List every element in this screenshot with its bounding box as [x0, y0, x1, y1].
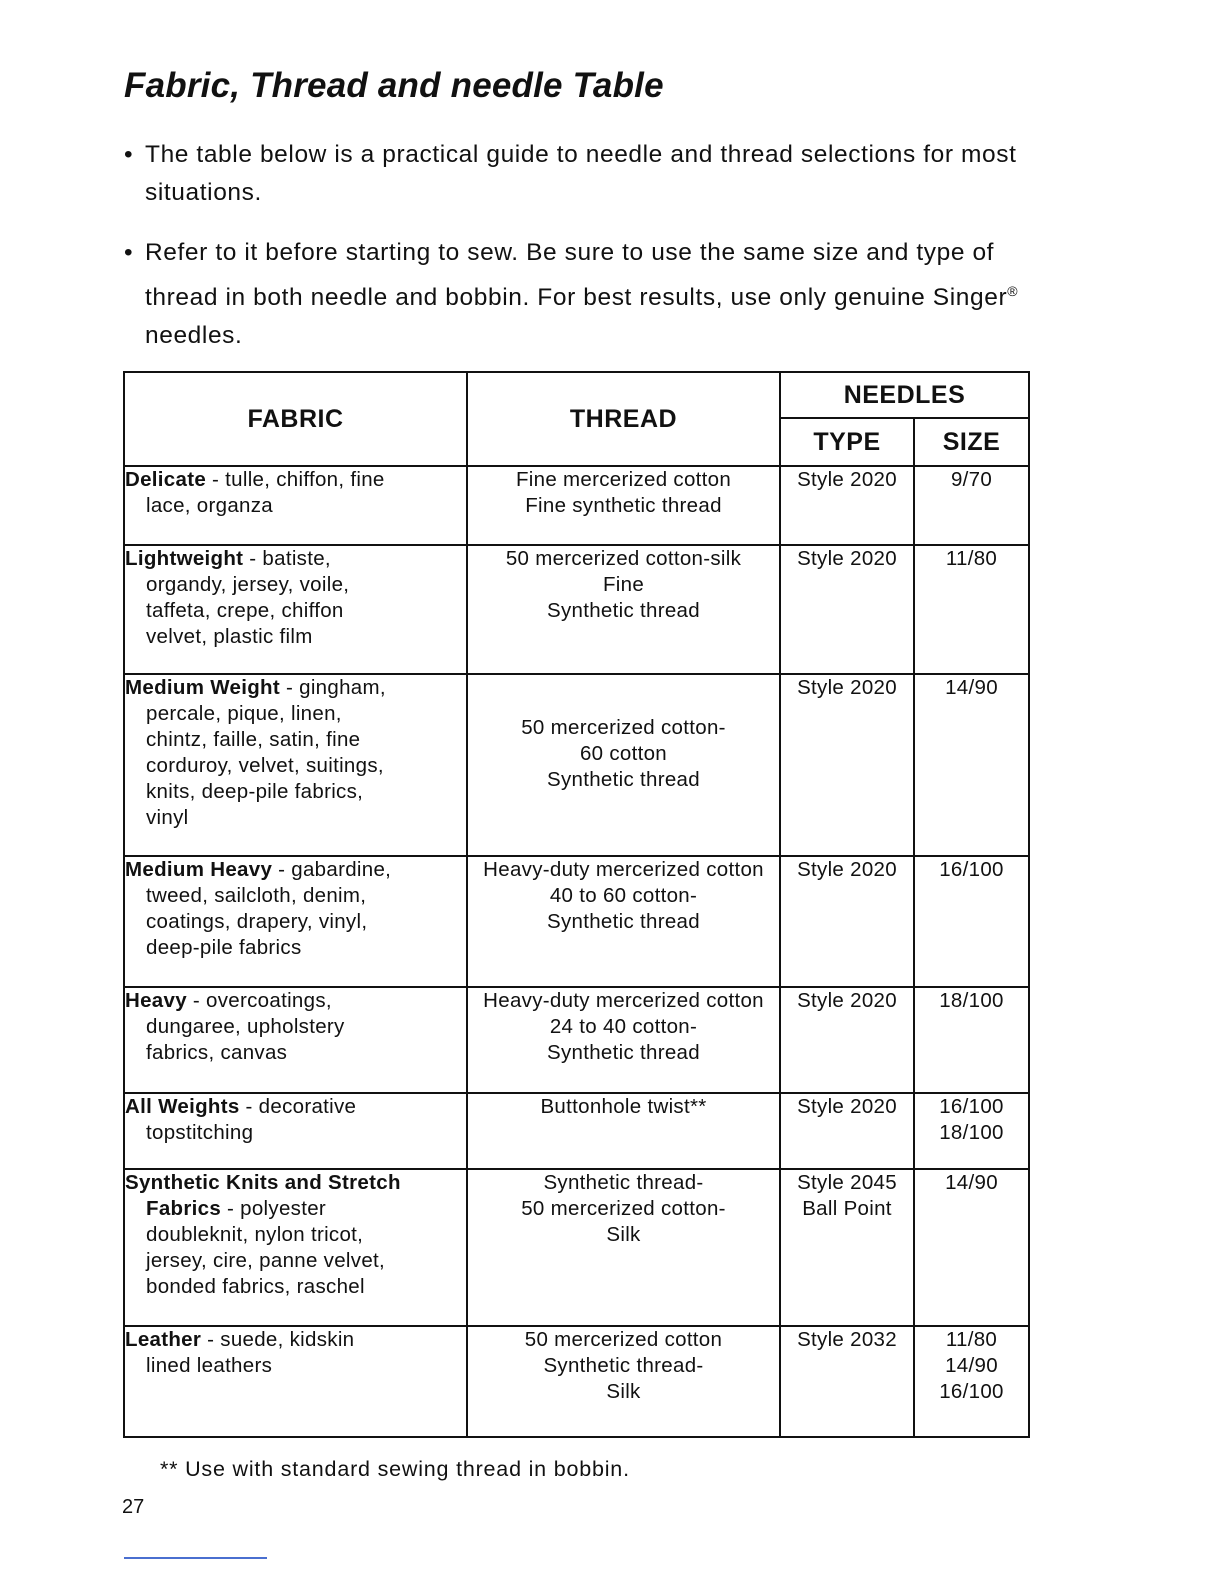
needle-type: Style 2020 — [797, 676, 897, 699]
needle-size: 16/100 — [939, 1380, 1004, 1403]
needle-type: Style 2020 — [797, 989, 897, 1012]
needle-type-cell — [780, 466, 914, 545]
fabric-cell — [124, 1326, 467, 1437]
thread-line: Silk — [606, 1223, 641, 1246]
fabric-first-line: - decorative — [239, 1095, 357, 1118]
header-needles: NEEDLES — [780, 372, 1029, 418]
thread-line: Fine synthetic thread — [525, 494, 722, 517]
fabric-more: vinyl — [146, 806, 189, 829]
registered-mark: ® — [1007, 283, 1019, 299]
needle-type-cell — [780, 545, 914, 674]
needle-type-cell — [780, 674, 914, 856]
fabric-first-line: - gabardine, — [272, 858, 392, 881]
thread-cell — [467, 466, 780, 545]
needle-type: Style 2020 — [797, 858, 897, 881]
fabric-first-line: - batiste, — [243, 547, 331, 570]
thread-cell — [467, 674, 780, 856]
fabric-first-line: - polyester — [221, 1197, 327, 1220]
needle-type-cell — [780, 1093, 914, 1169]
fabric-first-line: - tulle, chiffon, fine — [206, 468, 385, 491]
fabric-more: doubleknit, nylon tricot, — [146, 1223, 364, 1246]
thread-line: Silk — [606, 1380, 641, 1403]
thread-line: Fine mercerized cotton — [515, 468, 732, 491]
thread-cell — [467, 856, 780, 987]
needle-type: Style 2020 — [797, 468, 897, 491]
thread-line: Buttonhole twist** — [540, 1095, 707, 1118]
fabric-thread-needle-table — [123, 371, 1030, 1438]
fabric-more: jersey, cire, panne velvet, — [146, 1249, 386, 1272]
fabric-more: lined leathers — [146, 1354, 273, 1377]
needle-type-cell — [780, 1169, 914, 1326]
thread-line: 40 to 60 cotton- — [549, 884, 698, 907]
table-row — [124, 1169, 1029, 1326]
bullet-marker: • — [124, 239, 134, 266]
bullet-text: The table below is a practical guide to needle and thread selections for most situations. — [145, 141, 1017, 206]
needle-type: Style 2045 — [797, 1171, 897, 1194]
header-type: TYPE — [780, 418, 914, 466]
table-row — [124, 545, 1029, 674]
thread-line: 50 mercerized cotton- — [521, 1197, 726, 1220]
thread-cell — [467, 1169, 780, 1326]
needle-size: 18/100 — [939, 989, 1004, 1012]
needle-size-cell — [914, 1326, 1029, 1437]
thread-cell — [467, 1326, 780, 1437]
bullet-marker: • — [124, 141, 134, 168]
fabric-category: Medium Heavy — [125, 858, 273, 881]
needle-type: Ball Point — [802, 1197, 892, 1220]
fabric-category: Delicate — [125, 468, 207, 491]
needle-type-cell — [780, 987, 914, 1093]
fabric-more: topstitching — [146, 1121, 254, 1144]
fabric-more: dungaree, upholstery — [146, 1015, 345, 1038]
needle-type: Style 2032 — [797, 1328, 897, 1351]
bullet-text-end: needles. — [145, 322, 243, 349]
bullet-text — [124, 234, 1024, 355]
header-fabric: FABRIC — [124, 372, 467, 466]
needle-type-cell — [780, 856, 914, 987]
page-number: 27 — [122, 1496, 145, 1518]
fabric-cell — [124, 856, 467, 987]
needle-size: 9/70 — [950, 468, 993, 491]
needle-type-cell — [780, 1326, 914, 1437]
thread-line: Synthetic thread — [547, 599, 700, 622]
fabric-more: bonded fabrics, raschel — [146, 1275, 365, 1298]
thread-line: Synthetic thread- — [543, 1354, 704, 1377]
needle-size-cell — [914, 545, 1029, 674]
header-thread: THREAD — [467, 372, 780, 466]
bullet-text-main: Refer to it before starting to sew. Be sure to use the same size and type of thread in both needle and bobbin. For best results, use only genuine Singer — [145, 239, 1008, 311]
thread-line: Synthetic thread — [547, 910, 700, 933]
fabric-category: Lightweight — [125, 547, 244, 570]
table-row — [124, 1093, 1029, 1169]
table-row — [124, 466, 1029, 545]
fabric-first-line: - overcoatings, — [186, 989, 332, 1012]
thread-cell — [467, 545, 780, 674]
scan-edge-line — [124, 1557, 267, 1559]
needle-type: Style 2020 — [797, 1095, 897, 1118]
needle-size: 14/90 — [945, 676, 998, 699]
fabric-cell — [124, 545, 467, 674]
fabric-cell — [124, 1093, 467, 1169]
table-row — [124, 856, 1029, 987]
fabric-more: deep-pile fabrics — [146, 936, 302, 959]
needle-size-cell — [914, 987, 1029, 1093]
table-row — [124, 1326, 1029, 1437]
thread-line: 50 mercerized cotton- — [521, 716, 726, 739]
fabric-more: chintz, faille, satin, fine — [146, 728, 361, 751]
thread-line: Synthetic thread- — [543, 1171, 704, 1194]
thread-line: 50 mercerized cotton-silk — [505, 547, 742, 570]
fabric-cell — [124, 466, 467, 545]
footnote: ** Use with standard sewing thread in bobbin. — [160, 1457, 630, 1481]
fabric-more: organdy, jersey, voile, — [146, 573, 350, 596]
fabric-cell — [124, 674, 467, 856]
fabric-more: percale, pique, linen, — [146, 702, 342, 725]
fabric-more: velvet, plastic film — [146, 625, 313, 648]
fabric-more: tweed, sailcloth, denim, — [146, 884, 367, 907]
thread-cell — [467, 987, 780, 1093]
fabric-category: Leather — [125, 1328, 202, 1351]
needle-size-cell — [914, 466, 1029, 545]
needle-size: 11/80 — [945, 547, 998, 570]
thread-line: 24 to 40 cotton- — [549, 1015, 698, 1038]
fabric-cell — [124, 1169, 467, 1326]
thread-line: Synthetic thread — [547, 768, 700, 791]
intro-bullet-2 — [124, 234, 1024, 355]
needle-size-cell — [914, 856, 1029, 987]
thread-line: Heavy-duty mercerized cotton — [483, 858, 764, 881]
thread-line: Fine — [602, 573, 645, 596]
fabric-cell — [124, 987, 467, 1093]
thread-line: Heavy-duty mercerized cotton — [483, 989, 764, 1012]
fabric-more: fabrics, canvas — [146, 1041, 288, 1064]
fabric-more: taffeta, crepe, chiffon — [146, 599, 344, 622]
fabric-category: Heavy — [125, 989, 187, 1012]
fabric-more: knits, deep-pile fabrics, — [146, 780, 364, 803]
thread-line: Synthetic thread — [547, 1041, 700, 1064]
needle-size: 16/100 — [939, 858, 1004, 881]
page-title: Fabric, Thread and needle Table — [124, 66, 664, 105]
needle-size: 18/100 — [939, 1121, 1004, 1144]
needle-size: 16/100 — [939, 1095, 1004, 1118]
fabric-category: All Weights — [125, 1095, 240, 1118]
needle-size: 14/90 — [945, 1354, 998, 1377]
needle-size-cell — [914, 1169, 1029, 1326]
fabric-category: Synthetic Knits and Stretch — [125, 1171, 401, 1194]
table-row — [124, 674, 1029, 856]
fabric-more: lace, organza — [146, 494, 273, 517]
fabric-first-line: - gingham, — [280, 676, 386, 699]
fabric-first-line: - suede, kidskin — [201, 1328, 355, 1351]
thread-line: 50 mercerized cotton — [524, 1328, 723, 1351]
fabric-more: corduroy, velvet, suitings, — [146, 754, 384, 777]
intro-bullet-1 — [124, 136, 1024, 212]
table-row — [124, 987, 1029, 1093]
thread-line: 60 cotton — [579, 742, 668, 765]
needle-size-cell — [914, 1093, 1029, 1169]
needle-size: 11/80 — [945, 1328, 998, 1351]
needle-size: 14/90 — [945, 1171, 998, 1194]
needle-type: Style 2020 — [797, 547, 897, 570]
fabric-more: coatings, drapery, vinyl, — [146, 910, 368, 933]
needle-size-cell — [914, 674, 1029, 856]
fabric-category-cont: Fabrics — [146, 1197, 222, 1220]
header-size: SIZE — [914, 418, 1029, 466]
fabric-category: Medium Weight — [125, 676, 280, 699]
thread-cell — [467, 1093, 780, 1169]
